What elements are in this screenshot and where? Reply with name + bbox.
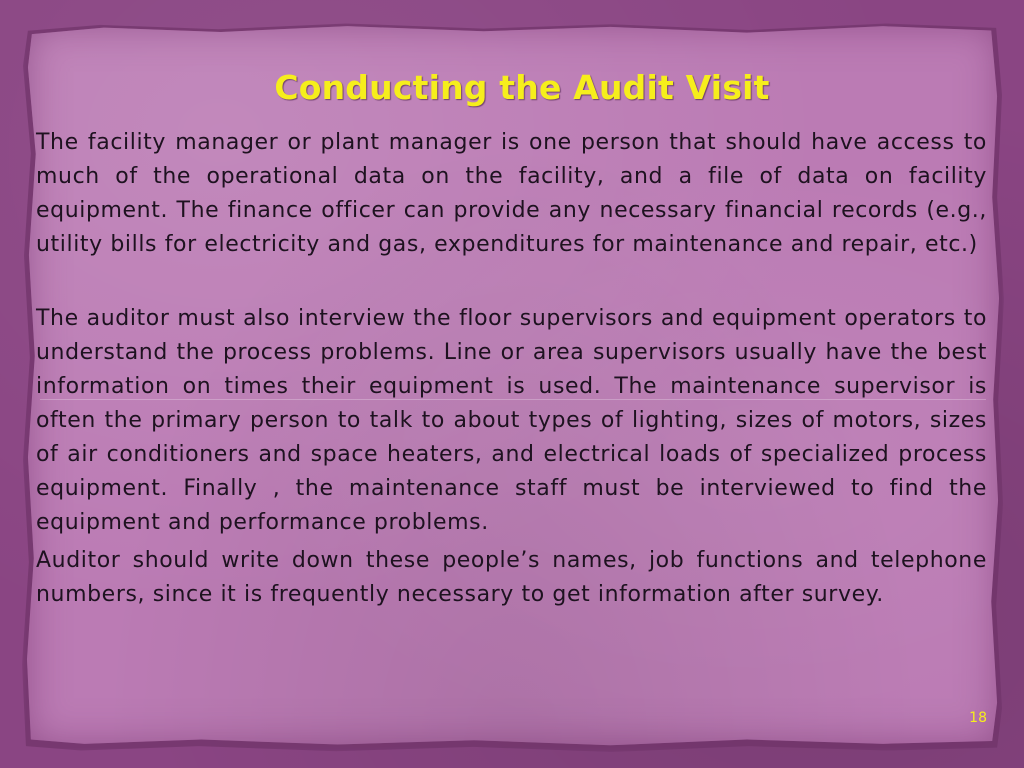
paragraph-facility-manager: The facility manager or plant manager is one person that should have access to much of the operational data on the facility, and a file of data on facility equipment. The finance officer can provide any necessary financial records (e.g., utility bills for electricity and gas, expenditures for maintenance and repair, etc.) [36, 130, 987, 257]
paragraph-auditor-interview: The auditor must also interview the floor supervisors and equipment operators to understand the process problems. Line or area supervisors usually have the best information on times their equipment is used. The maintenance supervisor is often the primary person to talk to about types of lighting, sizes of motors, sizes of air conditioners and space heaters, and electrical loads of specialized process equipment. Finally , the maintenance staff must be interviewed to find the equipment and performance problems. [36, 306, 987, 535]
slide-body [36, 126, 987, 612]
page-number: 18 [969, 710, 987, 726]
slide-title: Conducting the Audit Visit [274, 68, 770, 107]
paragraph-record-contacts: Auditor should write down these people’s names, job functions and telephone numbers, since it is frequently necessary to get information after survey. [36, 548, 987, 607]
